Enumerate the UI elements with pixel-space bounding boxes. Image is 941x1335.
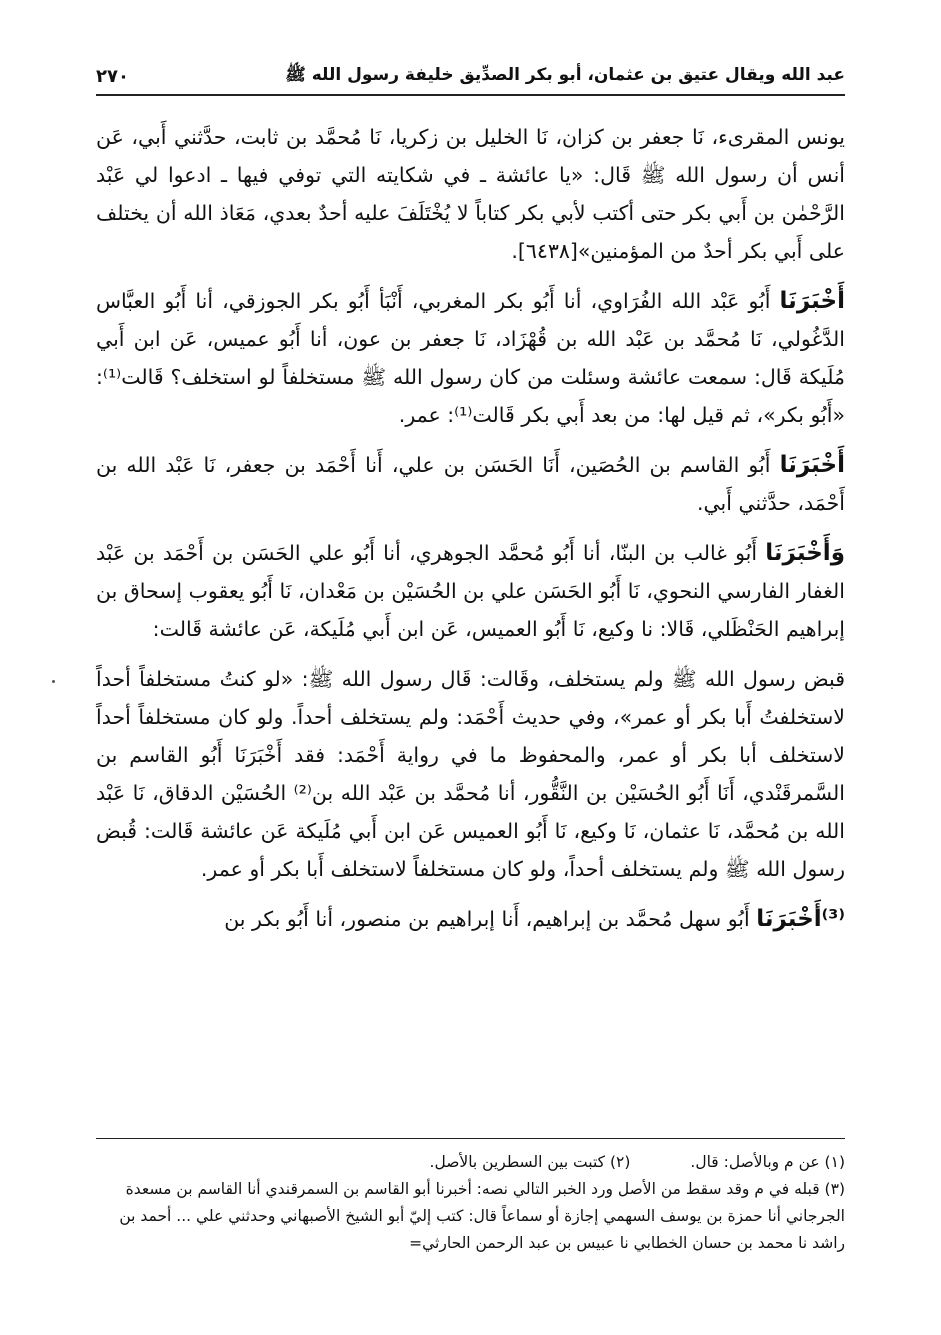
paragraph bbox=[96, 446, 845, 522]
main-text bbox=[96, 118, 845, 950]
margin-speck bbox=[52, 680, 55, 683]
footnotes bbox=[96, 1138, 845, 1257]
footnote-2: (٢) كتبت بين السطرين بالأصل. bbox=[429, 1153, 631, 1171]
page-header bbox=[96, 58, 845, 96]
paragraph-lead: ⁽³⁾أَخْبَرَنَا bbox=[756, 906, 845, 932]
paragraph-lead: أَخْبَرَنَا bbox=[779, 288, 845, 314]
paragraph-text: أَبُو القاسم بن الحُصَين، أَنَا الحَسَن بن علي، أَنا أَحْمَد بن جعفر، نَا عَبْد الله بن أَحْمَد، حدَّثني أَبي. bbox=[96, 453, 845, 515]
paragraph-text: أَبُو سهل مُحمَّد بن إبراهيم، أَنا إبراهيم بن منصور، أنا أَبُو بكر بن bbox=[224, 907, 750, 931]
paragraph-text: يونس المقرىء، نَا جعفر بن كزان، نَا الخليل بن زكريا، نَا مُحمَّد بن ثابت، حدَّثني أَبي، عَن أنس أن رسول الله ﷺ قَال: «يا عائشة ـ في شكايته التي توفي فيها ـ ادعوا لي عَبْد الرَّحْمٰن بن أَبي بكر حتى أكتب لأبي بكر كتاباً لا يُخْتَلَفَ عليه أحدٌ بعدي، مَعَاذ الله أن يختلف على أَبي بكر أحدٌ من المؤمنين»[٦٤٣٨]. bbox=[96, 125, 845, 263]
paragraph bbox=[96, 534, 845, 648]
footnote-3: (٣) قبله في م وقد سقط من الأصل ورد الخبر التالي نصه: أخبرنا أبو القاسم بن السمرقندي أنا القاسم بن مسعدة الجرجاني أنا حمزة بن يوسف السهمي إجازة أو سماعاً قال: كتب إليّ أبو الشيخ الأصبهاني وحدثني علي ... أحمد بن راشد نا محمد بن حسان الخطابي نا عبيس بن عبد الرحمن الحارثي= bbox=[119, 1180, 845, 1252]
footnote-1: (١) عن م وبالأصل: قال. bbox=[690, 1153, 845, 1171]
paragraph bbox=[96, 118, 845, 270]
paragraph-text: قبض رسول الله ﷺ ولم يستخلف، وقَالت: قَال رسول الله ﷺ: «لو كنتُ مستخلفاً أحداً لاستخلفتُ أَبا بكر أو عمر»، وفي حديث أَحْمَد: ولم يستخلف أحداً. ولو كان مستخلفاً أحداً لاستخلف أبا بكر أو عمر، والمحفوظ ما في رواية أَحْمَد: فقد أَخْبَرَنَا أَبُو القاسم بن السَّمرقَنْدي، أَنَا أَبُو الحُسَيْن بن النَّقُّور، أنا مُحمَّد بن عَبْد الله بن⁽²⁾ الحُسَيْن الدقاق، نَا عَبْد الله بن مُحمَّد، نَا عثمان، نَا وكيع، نَا أَبُو العميس عَن ابن أَبي مُلَيكة عَن عائشة قَالت: قُبض رسول الله ﷺ ولم يستخلف أحداً، ولو كان مستخلفاً لاستخلف أَبا بكر أو عمر. bbox=[96, 667, 845, 881]
paragraph bbox=[96, 660, 845, 888]
paragraph bbox=[96, 900, 845, 938]
paragraph bbox=[96, 282, 845, 434]
paragraph-text: أَبُو غالب بن البنّا، أنا أَبُو مُحمَّد الجوهري، أنا أَبُو علي الحَسَن بن أَحْمَد بن عَبْد الغفار الفارسي النحوي، نَا أَبُو الحَسَن علي بن الحُسَيْن بن مَعْدان، نَا أَبُو يعقوب إسحاق بن إبراهيم الحَنْظَلي، قَالا: نا وكيع، نَا أَبُو العميس، عَن ابن أَبي مُلَيكة، عَن عائشة قَالت: bbox=[96, 541, 845, 641]
paragraph-lead: وَأَخْبَرَنَا bbox=[765, 540, 845, 566]
running-title: عبد الله ويقال عتيق بن عثمان، أبو بكر الصدِّيق خليفة رسول الله ﷺ bbox=[285, 64, 845, 85]
paragraph-text: أَبُو عَبْد الله الفُرَاوي، أنا أَبُو بكر المغربي، أَنْبَأ أَبُو بكر الجوزقي، أنا أَبُو العبَّاس الدَّغُولي، نَا مُحمَّد بن عَبْد الله بن قُهْزَاد، نَا جعفر بن عون، أنا أَبُو عميس، عَن ابن أَبي مُلَيكة قَال: سمعت عائشة وسئلت من كان رسول الله ﷺ مستخلفاً لو استخلف؟ قَالت⁽¹⁾: «أَبُو بكر»، ثم قيل لها: من بعد أَبي بكر قَالت⁽¹⁾: عمر. bbox=[96, 289, 845, 427]
paragraph-lead: أَخْبَرَنَا bbox=[779, 452, 845, 478]
footnote-row bbox=[96, 1149, 845, 1176]
page-number: ٢٧٠ bbox=[96, 65, 129, 87]
